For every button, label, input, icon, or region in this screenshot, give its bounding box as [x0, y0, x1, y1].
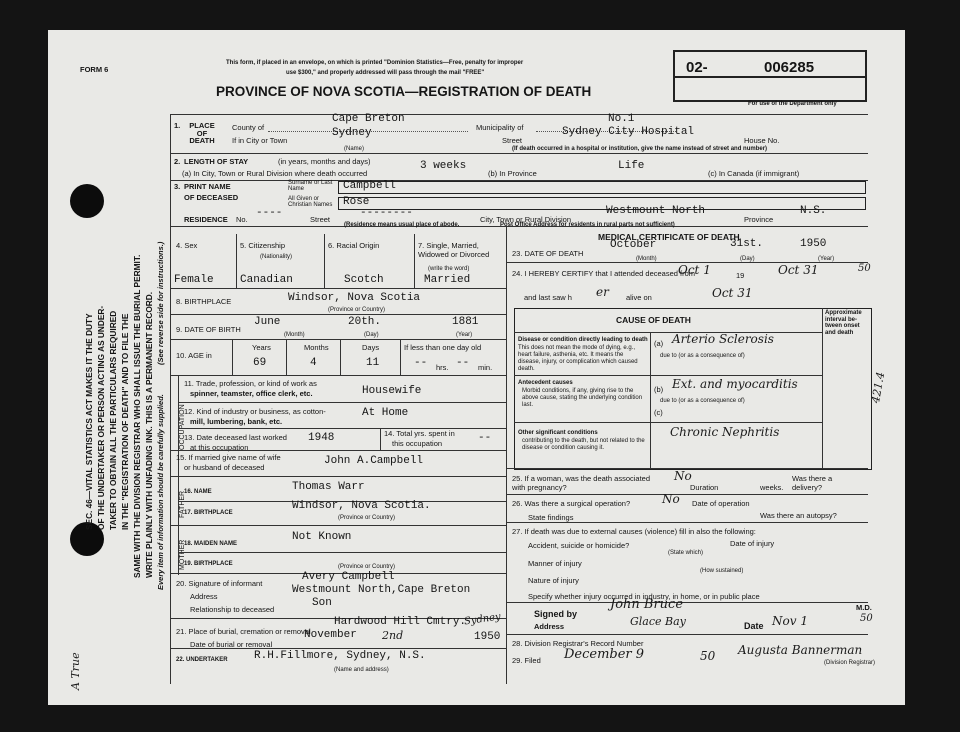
county-value: Cape Breton — [332, 113, 405, 125]
birth-month-value: June — [254, 316, 281, 328]
marital-status-value: Married — [424, 274, 471, 286]
racial-origin-value: Scotch — [344, 274, 384, 286]
instruction-line-7: Every item of information should be carefully supplied. — [156, 394, 165, 590]
instruction-line-2: OF THE UNDERTAKER OR PERSON ACTING AS UNDER- — [96, 305, 106, 530]
place-of-death-label: PLACE OF DEATH — [189, 121, 215, 145]
instruction-line-6: WRITE PLAINLY WITH UNFADING INK. THIS IS A PERMANENT RECORD. — [144, 291, 154, 578]
frame-top — [170, 114, 868, 115]
municipality-value: No.1 — [608, 113, 635, 125]
margin-note: A True — [69, 652, 82, 690]
instruction-line-8: (See reverse side for instructions.) — [156, 241, 165, 365]
death-month-value: October — [610, 239, 657, 251]
death-year-value: 1950 — [800, 238, 827, 250]
father-name-value: Thomas Warr — [292, 481, 365, 493]
punch-hole-top — [70, 184, 104, 218]
form-number: FORM 6 — [80, 65, 109, 74]
occupation-value: Housewife — [362, 385, 422, 397]
frame-left — [170, 114, 171, 684]
last-worked-value: 1948 — [308, 432, 335, 444]
cause-b-value: Ext. and myocarditis — [672, 377, 798, 391]
street-value: Sydney City Hospital — [562, 126, 695, 138]
spouse-value: John A.Campbell — [324, 455, 424, 467]
medical-certificate-title: MEDICAL CERTIFICATE OF DEATH — [598, 232, 740, 242]
surname-field — [338, 181, 866, 194]
industry-value: At Home — [362, 407, 409, 419]
registration-prefix: 02- — [686, 59, 708, 76]
division-registrar-signature: Augusta Bannerman — [738, 643, 863, 657]
death-day-value: 31st. — [730, 238, 764, 250]
sex-value: Female — [174, 274, 214, 286]
given-name-field — [338, 197, 866, 210]
birth-day-value: 20th. — [348, 316, 382, 328]
postal-notice-2: use $300," and properly addressed will pass through the mail "FREE" — [286, 70, 485, 76]
physician-signature: John Bruce — [610, 597, 684, 612]
given-name-value: Rose — [343, 196, 370, 208]
undertaker-value: R.H.Fillmore, Sydney, N.S. — [254, 650, 426, 662]
form-title: PROVINCE OF NOVA SCOTIA—REGISTRATION OF DEATH — [216, 84, 592, 99]
burial-place-value: Hardwood Hill Cmtry. — [334, 616, 467, 628]
birth-year-value: 1881 — [452, 316, 479, 328]
stay-province-value: Life — [618, 160, 645, 172]
cause-a-value: Arterio Sclerosis — [672, 332, 774, 346]
filed-date-value: December 9 — [564, 647, 645, 662]
death-registration-form: FORM 6 This form, if placed in an envelope, on which is printed "Dominion Statistics—Free, penalty for improper use $300," and properly addressed will pass through the mail "FREE" PROVINCE OF NOVA SCOTIA—REGISTRATION OF DEATH 02- 006285 For use of the Department only SEC. 46—VITAL STATISTICS ACT MAKES IT THE DUTY OF THE UNDERTAKER OR PERSON ACTING AS UNDER- TAKER TO OBTAIN ALL THE PARTICULARS REQUIRED IN THE "REGISTRATION OF DEATH" AND TO FILE THE SAME WITH THE DIVISION REGISTRAR WHO SHALL ISSUE THE BURIAL PERMIT. WRITE PLAINLY WITH UNFADING INK. THIS IS A PERMANENT RECORD. Every item of information should be carefully supplied. (See reverse side for instructions.) A True 1. PLACE OF DEATH County of Cape Breton Municipality of No.1 If in City or Town Sydney (Name) Street Sydney City Hospital House No. (If death occurred in a hospital or institution, give the name instead of street and number) 2. LENGTH OF STAY (in years, months and days) (a) In City, Town or Rural Division where death occurred 3 weeks (b) In Province Life (c) In Canada (if immigrant) 3. PRINT NAME OF DECEASED Surname or Last Name Campbell All Given or Christian Names Rose RESIDENCE No. ---- Street -------- City, Town or Rural Division Westmount North Province N.S. (Residence means usual place of abode. Post Office Address for residents in rural parts not sufficient) 4. Sex Female 5. Citizenship (Nationality) Canadian 6. Racial Origin Scotch 7. Single, Married, Widowed or Divorced (write the word) Married 8. BIRTHPLACE Windsor, Nova Scotia (Province or Country) 9. DATE OF BIRTH June 20th. 1881 (Month) (Day) (Year) 10. AGE in Years 69 Months 4 Days 11 If less than one day old -- hrs. -- min. OCCUPATION 11. Trade, profession, or kind of work as spinner, teamster, office clerk, etc. Housewife 12. Kind of industry or business, as cotton- mill, lumbering, bank, etc. At Home 13. Date deceased last worked at this occupation 1948 14. Total yrs. spent in this occupation -- 15. If married give name of wife or husband of deceased John A.Campbell FATHER 16. NAME Thomas Warr 17. BIRTHPLACE Windsor, Nova Scotia. (Province or Country) MOTHER 18. MAIDEN NAME Not Known 19. BIRTHPLACE (Province or Country) 20. Signature of informant Avery Campbell Address Westmount North,Cape Breton Relationship to deceased Son 21. Place of burial, cremation or removal Hardwood Hill Cmtry. Sydney Date of burial or removal November 2nd 1950 22. UNDERTAKER R.H.Fillmore, Sydney, N.S. (Name and address) MEDICAL CERTIFICATE OF DEATH 23. DATE OF DEATH October 31st. 1950 (Month) (Day) (Year) 24. I HEREBY CERTIFY that I attended deceased from Oct 1 19 Oct 31 50 and last saw h er alive on Oct 31 CAUSE OF DEATH Approximate interval be-tween onset and death Disease or condition directly leading to death This does not mean the mode of dying, e.g., heart failure, asthenia, etc. It means the disease, injury, or complication which caused death. (a) Arterio Sclerosis due to (or as a consequence of) Antecedent causes Morbid conditions, if any, giving rise to the above cause, stating the underlying condition last. (b) Ext. and myocarditis due to (or as a consequence of) (c) Other significant conditions contributing to the death, but not related to the disease or condition causing it. Chronic Nephritis 421.4 25. If a woman, was the death associated with pregnancy? No Duration weeks. Was there a delivery? 26. Was there a surgical operation? No Date of operation State findings Was there an autopsy? 27. If death was due to external causes (violence) fill in also the following: Accident, suicide or homicide? (State which) Date of injury Manner of injury (How sustained) Nature of injury Specify whether injury occurred in industry, in home, or in public place Signed by John Bruce M.D. Address Glace Bay Date Nov 1 50 28. Division Registrar's Record Number 29. Filed December 9 50 Augusta Bannerman (Division Registrar) — [48, 30, 905, 705]
stay-city-value: 3 weeks — [420, 160, 467, 172]
age-months-value: 4 — [310, 357, 317, 369]
residence-city-value: Westmount North — [606, 205, 706, 217]
other-conditions-value: Chronic Nephritis — [670, 425, 780, 439]
age-years-value: 69 — [253, 357, 267, 369]
age-days-value: 11 — [366, 357, 380, 369]
city-value: Sydney — [332, 127, 372, 139]
postal-notice-1: This form, if placed in an envelope, on which is printed "Dominion Statistics—Free, penalty for improper — [226, 60, 524, 66]
instruction-line-3: TAKER TO OBTAIN ALL THE PARTICULARS REQUIRED — [108, 310, 118, 530]
relationship-value: Son — [312, 597, 332, 609]
mother-maiden-value: Not Known — [292, 531, 352, 543]
surname-value: Campbell — [343, 180, 396, 192]
center-divider — [506, 226, 507, 684]
instruction-line-5: SAME WITH THE DIVISION REGISTRAR WHO SHALL ISSUE THE BURIAL PERMIT. — [132, 254, 142, 578]
instruction-line-4: IN THE "REGISTRATION OF DEATH" AND TO FILE THE — [120, 313, 130, 530]
registration-number: 006285 — [764, 59, 815, 76]
birthplace-value: Windsor, Nova Scotia — [288, 292, 421, 304]
informant-value: Avery Campbell — [302, 571, 395, 583]
department-use-note: For use of the Department only — [748, 101, 837, 107]
burial-date-value: November — [304, 629, 357, 641]
instruction-line-1: SEC. 46—VITAL STATISTICS ACT MAKES IT THE DUTY — [84, 313, 94, 530]
registration-number-box-lower — [673, 78, 867, 102]
citizenship-value: Canadian — [240, 274, 293, 286]
father-birthplace-value: Windsor, Nova Scotia. — [292, 500, 431, 512]
informant-address-value: Westmount North,Cape Breton — [292, 584, 471, 596]
residence-province-value: N.S. — [800, 205, 827, 217]
